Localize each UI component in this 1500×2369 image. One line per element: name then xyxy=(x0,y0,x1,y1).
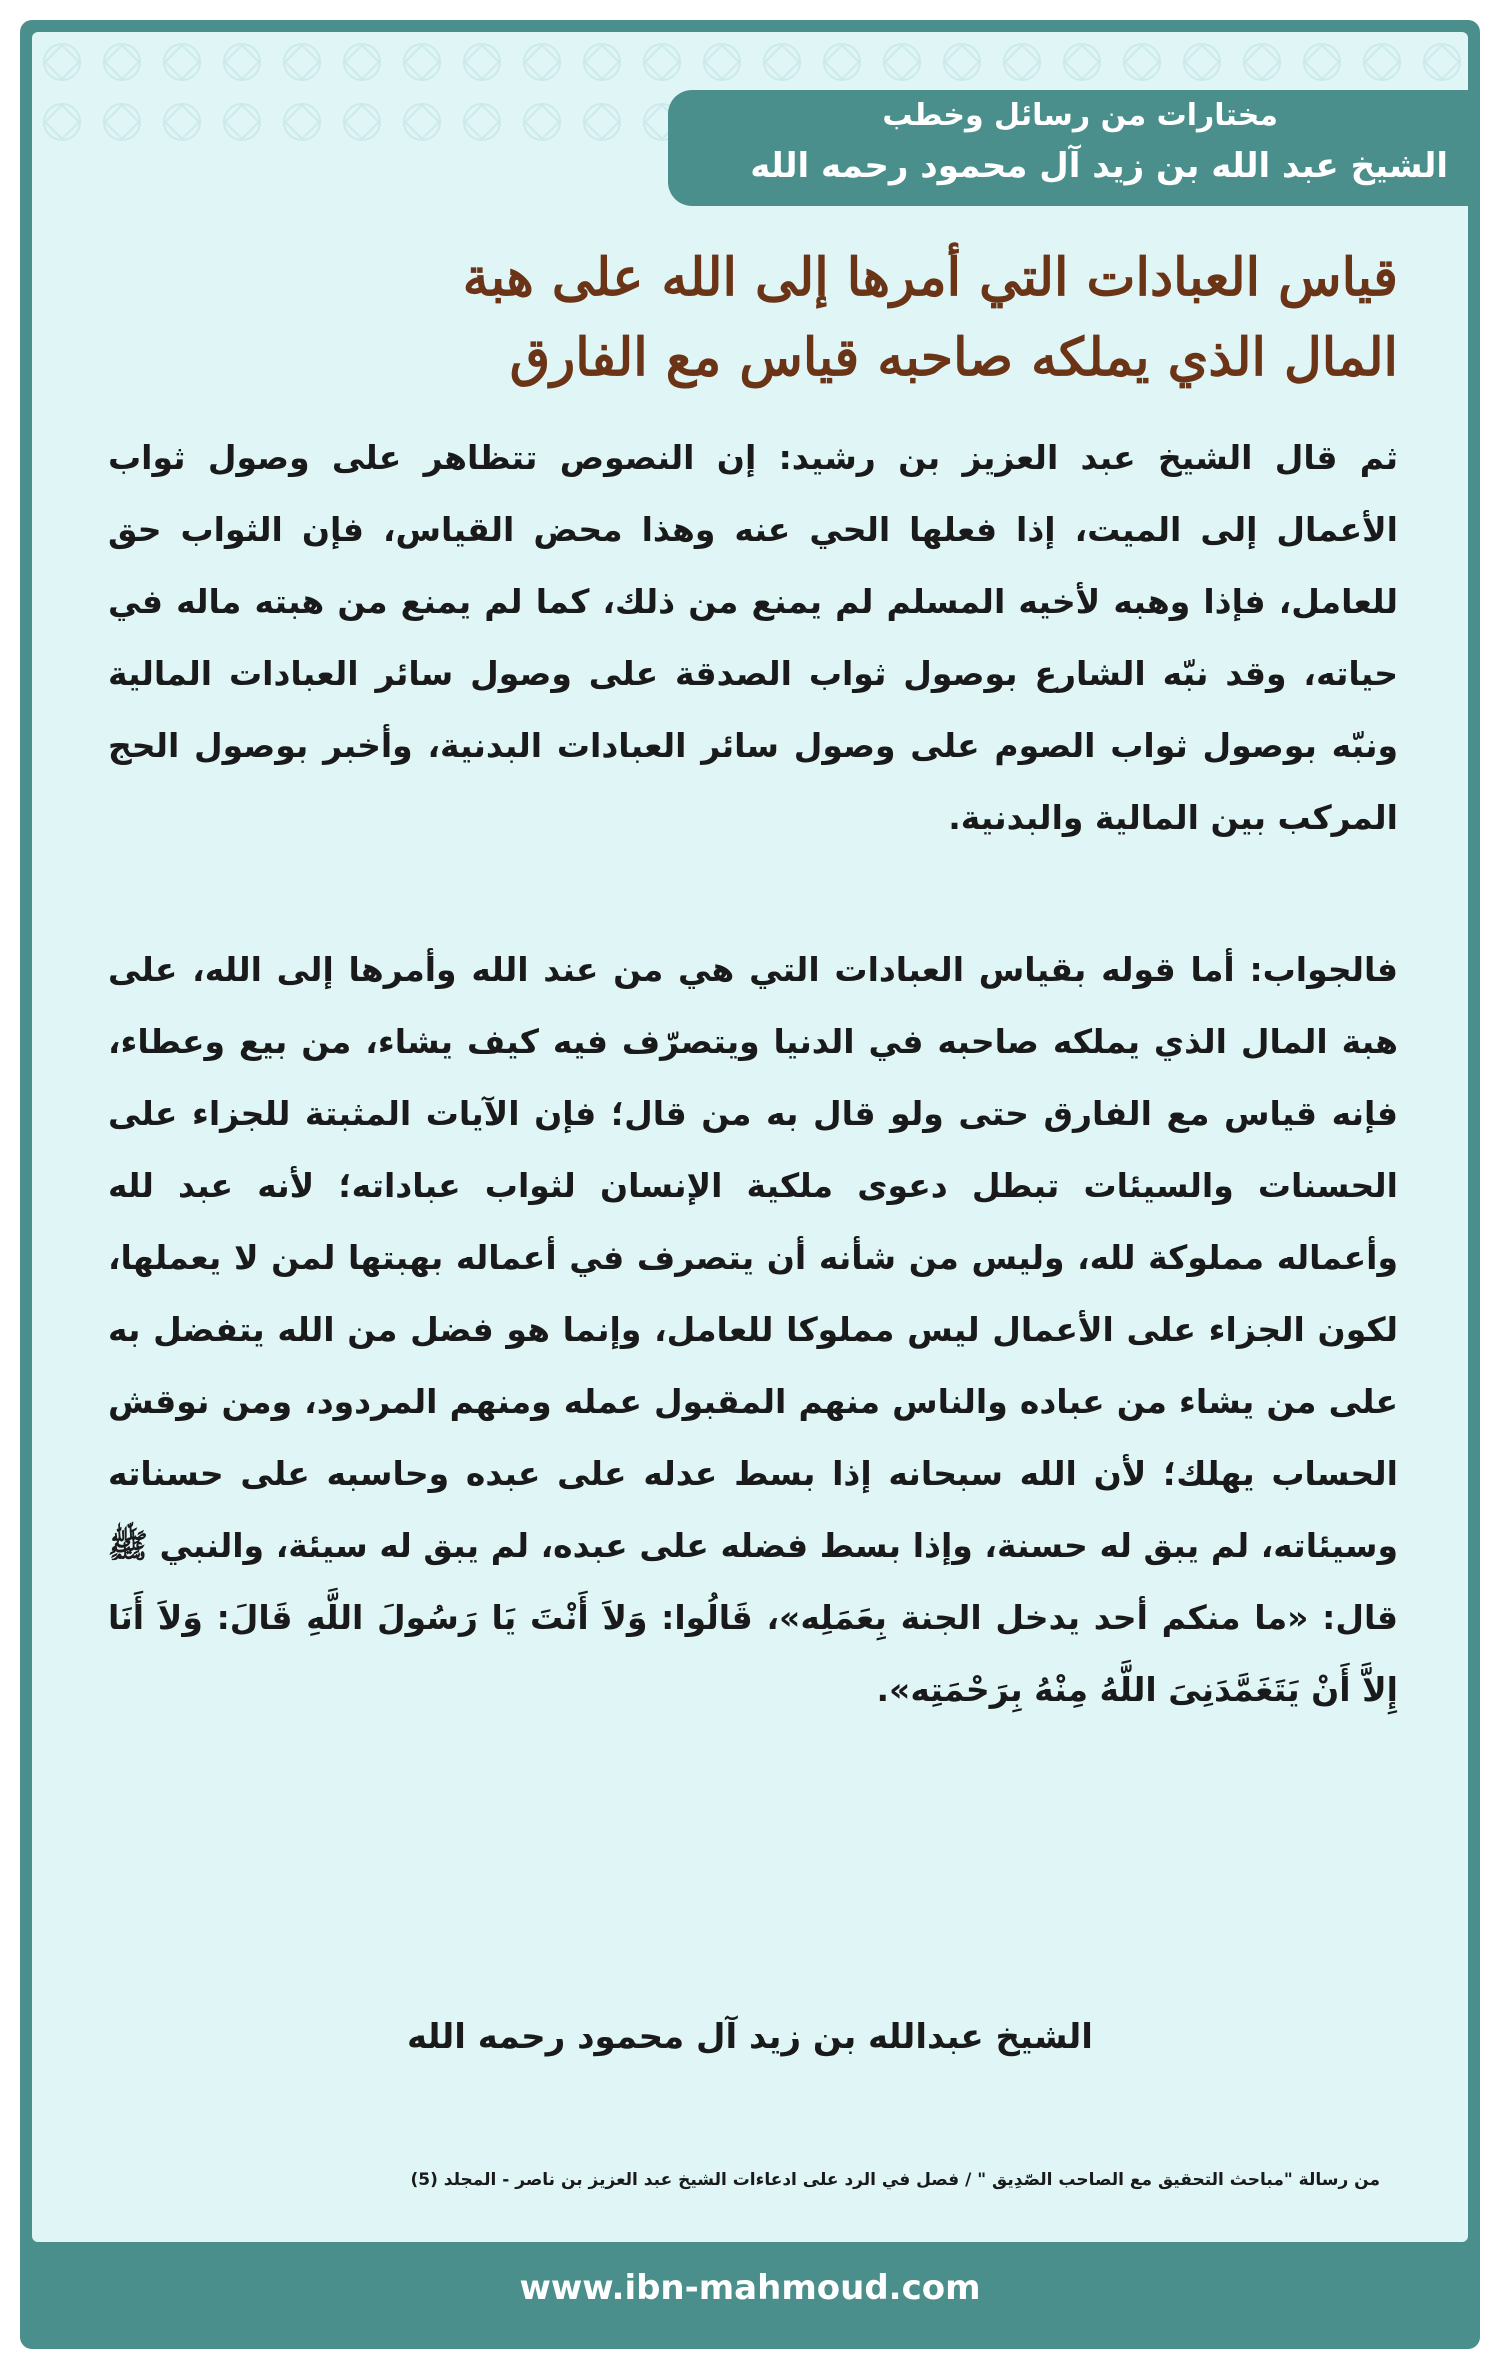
signature: الشيخ عبدالله بن زيد آل محمود رحمه الله xyxy=(407,2017,1093,2057)
source-citation: من رسالة "مباحث التحقيق مع الصاحب الصّدِيق " / فصل في الرد على ادعاءات الشيخ عبد العزيز بن ناصر - المجلد (5) xyxy=(410,2170,1380,2190)
content-card xyxy=(32,32,1468,2242)
article-body xyxy=(108,422,1398,1726)
paragraph-answer: فالجواب: أما قوله بقياس العبادات التي هي من عند الله وأمرها إلى الله، على هبة المال الذي يملكه صاحبه في الدنيا ويتصرّف فيه كيف يشاء، من بيع وعطاء، فإنه قياس مع الفارق حتى ولو قال به من قال؛ فإن الآيات المثبتة للجزاء على الحسنات والسيئات تبطل دعوى ملكية الإنسان لثواب عباداته؛ لأنه عبد لله وأعماله مملوكة لله، وليس من شأنه أن يتصرف في أعماله بهبتها لمن لا يعملها، لكون الجزاء على الأعمال ليس مملوكا للعامل، وإنما هو فضل من الله يتفضل به على من يشاء من عباده والناس منهم المقبول عمله ومنهم المردود، ومن نوقش الحساب يهلك؛ لأن الله سبحانه إذا بسط عدله على عبده وحاسبه على حسناته وسيئاته، لم يبق له حسنة، وإذا بسط فضله على عبده، لم يبق له سيئة، والنبي ﷺ قال: «ما منكم أحد يدخل الجنة بِعَمَلِه»، قَالُوا: وَلاَ أَنْتَ يَا رَسُولَ اللَّهِ قَالَ: وَلاَ أَنَا إِلاَّ أَنْ يَتَغَمَّدَنِىَ اللَّهُ مِنْهُ بِرَحْمَتِه». xyxy=(108,950,1398,1709)
paragraph-gap xyxy=(108,854,1398,934)
page-frame xyxy=(20,20,1480,2349)
header-series-title: مختارات من رسائل وخطب xyxy=(882,98,1278,133)
paragraph-question: ثم قال الشيخ عبد العزيز بن رشيد: إن النصوص تتظاهر على وصول ثواب الأعمال إلى الميت، إذا فعلها الحي عنه وهذا محض القياس، فإن الثواب حق للعامل، فإذا وهبه لأخيه المسلم لم يمنع من ذلك، كما لم يمنع من هبته ماله في حياته، وقد نبّه الشارع بوصول ثواب الصدقة على وصول سائر العبادات المالية ونبّه بوصول ثواب الصوم على وصول سائر العبادات البدنية، وأخبر بوصول الحج المركب بين المالية والبدنية. xyxy=(108,438,1398,837)
title-line-1: قياس العبادات التي أمرها إلى الله على هبة xyxy=(462,247,1398,308)
website-link[interactable]: www.ibn-mahmoud.com xyxy=(519,2268,981,2308)
title-line-2: المال الذي يملكه صاحبه قياس مع الفارق xyxy=(509,327,1398,388)
article-title xyxy=(98,238,1398,398)
header-author-name: الشيخ عبد الله بن زيد آل محمود رحمه الله xyxy=(750,146,1448,186)
header-band xyxy=(668,90,1468,206)
